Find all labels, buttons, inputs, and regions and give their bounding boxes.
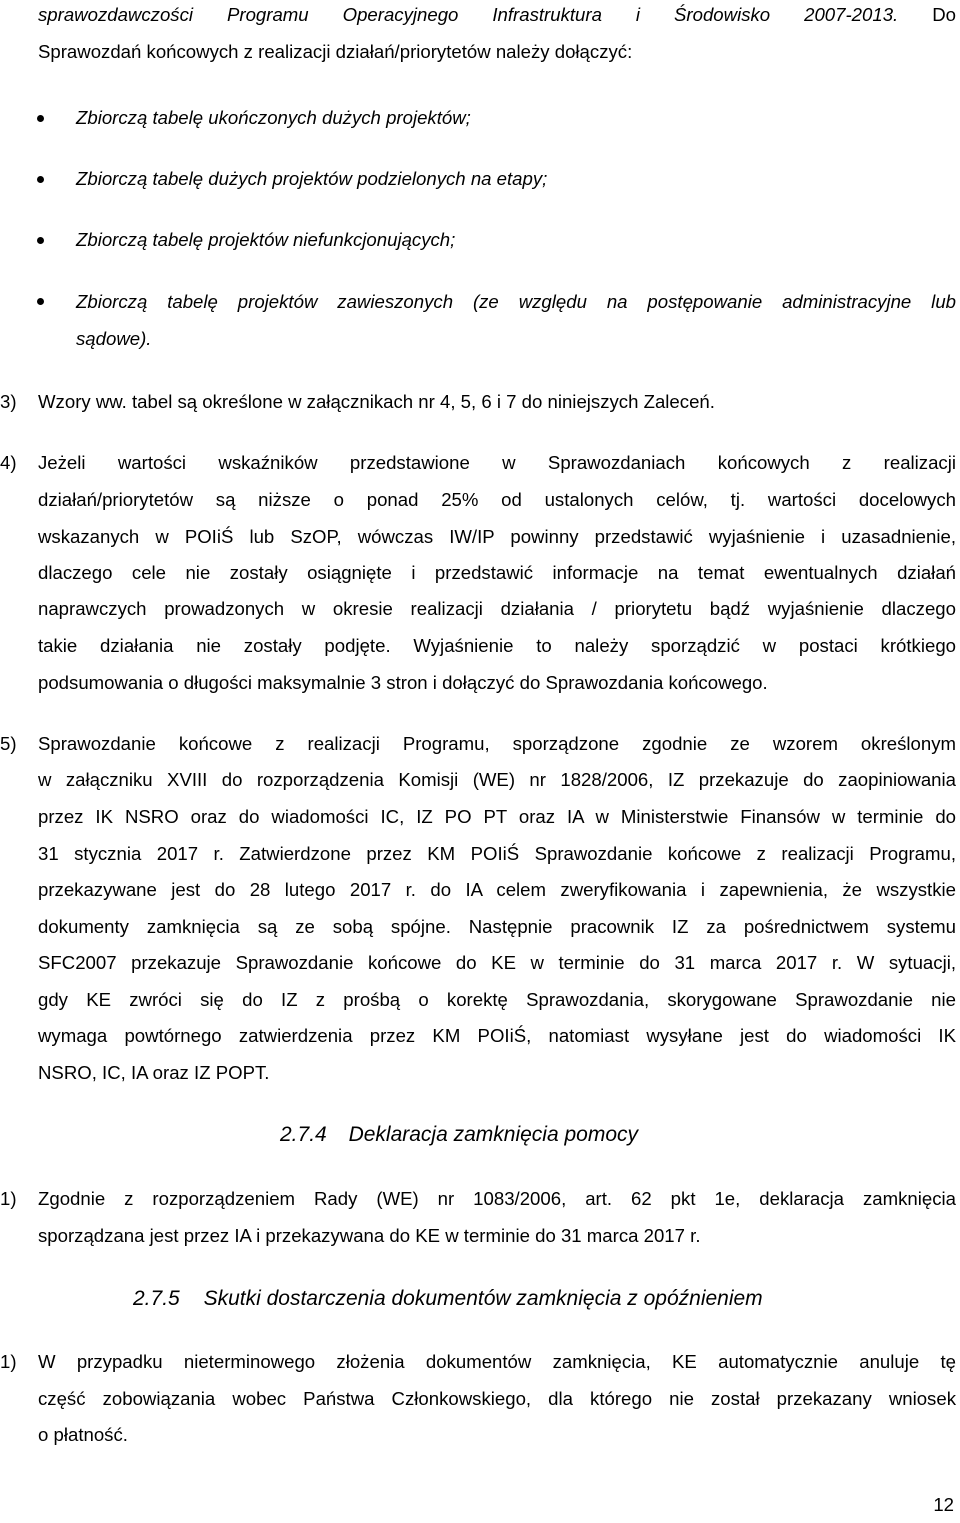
section-title: Skutki dostarczenia dokumentów zamknięcia z opóźnieniem (203, 1287, 763, 1310)
item-5-line-10: NSRO, IC, IA oraz IZ POPT. (38, 1062, 270, 1083)
bullet-dot (37, 298, 44, 305)
section-title: Deklaracja zamknięcia pomocy (348, 1123, 639, 1146)
section-2-7-5-line-1: W przypadku nieterminowego złożenia dokumentów zamknięcia, KE automatycznie anuluje tę (38, 1351, 956, 1372)
bullet-item-2: Zbiorczą tabelę dużych projektów podzielonych na etapy; (76, 168, 548, 189)
section-number: 2.7.5 (133, 1287, 180, 1310)
intro-line-2: Sprawozdań końcowych z realizacji działań/priorytetów należy dołączyć: (38, 41, 633, 62)
section-heading-2-7-5 (133, 1286, 763, 1312)
page-number: 12 (933, 1494, 954, 1515)
item-number: 5) (0, 733, 17, 754)
section-2-7-5-line-3: o płatność. (38, 1424, 128, 1445)
item-number: 1) (0, 1188, 17, 1209)
item-number: 4) (0, 452, 17, 473)
item-4-line-4: dlaczego cele nie zostały osiągnięte i przedstawić informacje na temat ewentualnych działań (38, 562, 956, 583)
item-4-line-6: takie działania nie zostały podjęte. Wyjaśnienie to należy sporządzić w postaci krótkiego (38, 635, 956, 656)
item-5-line-3: przez IK NSRO oraz do wiadomości IC, IZ PO PT oraz IA w Ministerstwie Finansów w terminie do (38, 806, 956, 827)
item-5-line-7: SFC2007 przekazuje Sprawozdanie końcowe do KE w terminie do 31 marca 2017 r. W sytuacji, (38, 952, 956, 973)
bullet-dot (37, 237, 44, 244)
section-2-7-4-line-1: Zgodnie z rozporządzeniem Rady (WE) nr 1083/2006, art. 62 pkt 1e, deklaracja zamknięcia (38, 1188, 956, 1209)
bullet-item-3: Zbiorczą tabelę projektów niefunkcjonujących; (76, 229, 456, 250)
item-5-line-2: w załączniku XVIII do rozporządzenia Komisji (WE) nr 1828/2006, IZ przekazuje do zaopiniowania (38, 769, 956, 790)
intro-line-1 (38, 4, 956, 26)
bullet-item-4: Zbiorczą tabelę projektów zawieszonych (ze względu na postępowanie administracyjne lub (76, 291, 956, 312)
item-number: 1) (0, 1351, 17, 1372)
item-4-line-5: naprawczych prowadzonych w okresie realizacji działania / priorytetu bądź wyjaśnienie dlaczego (38, 598, 956, 619)
item-5-line-1: Sprawozdanie końcowe z realizacji Programu, sporządzone zgodnie ze wzorem określonym (38, 733, 956, 754)
bullet-dot (37, 176, 44, 183)
item-5-line-6: dokumenty zamknięcia są ze sobą spójne. Następnie pracownik IZ za pośrednictwem systemu (38, 916, 956, 937)
bullet-dot (37, 115, 44, 122)
item-5-line-4: 31 stycznia 2017 r. Zatwierdzone przez KM POIiŚ Sprawozdanie końcowe z realizacji Programu, (38, 843, 956, 864)
item-4-line-2: działań/priorytetów są niższe o ponad 25% od ustalonych celów, tj. wartości docelowych (38, 489, 956, 510)
item-4-line-1: Jeżeli wartości wskaźników przedstawione w Sprawozdaniach końcowych z realizacji (38, 452, 956, 473)
intro-line-1-text: sprawozdawczości Programu Operacyjnego Infrastruktura i Środowisko 2007-2013. (38, 4, 899, 25)
section-number: 2.7.4 (280, 1123, 327, 1146)
item-5-line-5: przekazywane jest do 28 lutego 2017 r. do IA celem zweryfikowania i zapewnienia, że wszystkie (38, 879, 956, 900)
item-4-line-3: wskazanych w POIiŚ lub SzOP, wówczas IW/IP powinny przedstawić wyjaśnienie i uzasadnienie, (38, 526, 956, 547)
bullet-item-4-continued: sądowe). (76, 328, 152, 349)
section-heading-2-7-4 (280, 1122, 638, 1148)
item-number: 3) (0, 391, 17, 412)
item-4-line-7: podsumowania o długości maksymalnie 3 stron i dołączyć do Sprawozdania końcowego. (38, 672, 768, 693)
section-2-7-5-line-2: część zobowiązania wobec Państwa Członkowskiego, dla którego nie został przekazany wniosek (38, 1388, 956, 1409)
section-2-7-4-line-2: sporządzana jest przez IA i przekazywana do KE w terminie do 31 marca 2017 r. (38, 1225, 701, 1246)
item-3-text: Wzory ww. tabel są określone w załącznikach nr 4, 5, 6 i 7 do niniejszych Zaleceń. (38, 391, 715, 412)
bullet-item-1: Zbiorczą tabelę ukończonych dużych projektów; (76, 107, 471, 128)
intro-line-1-tail: Do (932, 4, 956, 25)
item-5-line-8: gdy KE zwróci się do IZ z prośbą o korektę Sprawozdania, skorygowane Sprawozdanie nie (38, 989, 956, 1010)
item-5-line-9: wymaga powtórnego zatwierdzenia przez KM POIiŚ, natomiast wysyłane jest do wiadomości IK (38, 1025, 956, 1046)
